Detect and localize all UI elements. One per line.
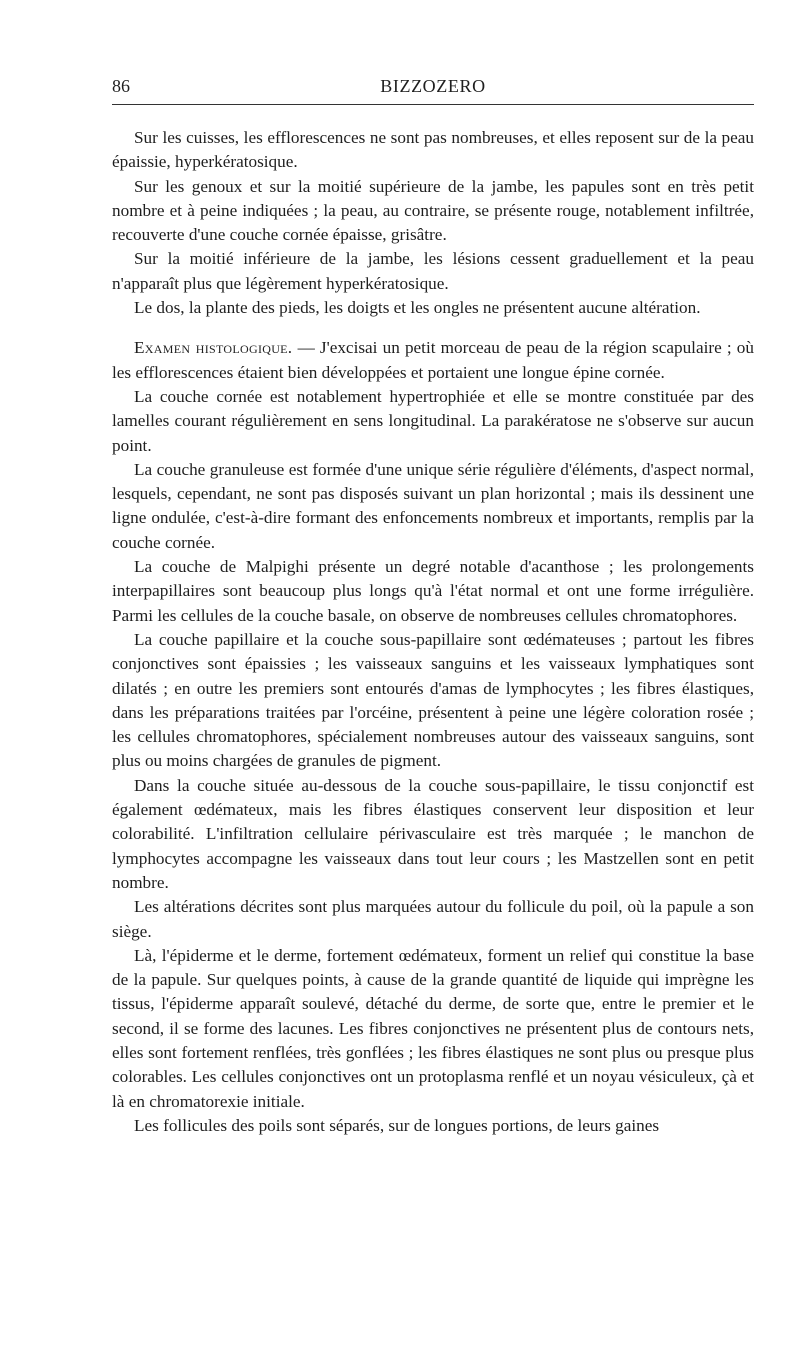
- section-heading: Examen histologique.: [134, 338, 293, 358]
- paragraph: La couche cornée est notablement hypertrophiée et elle se montre constituée par des lamelles courant régulièrement en sens longitudinal. La parakératose ne s'observe sur aucun point.: [112, 386, 754, 455]
- paragraph: Les altérations décrites sont plus marquées autour du follicule du poil, où la papule a son siège.: [112, 897, 754, 941]
- body-text: [112, 126, 754, 1138]
- running-header: [112, 73, 754, 99]
- paragraph: La couche granuleuse est formée d'une unique série régulière d'éléments, d'aspect normal, lesquels, cependant, ne sont pas disposés suivant un plan horizontal ; mais ils dessinent une ligne ondulée, c'est-à-dire formant des enfoncements nombreux et importants, remplis par la couche cornée.: [112, 459, 754, 552]
- paragraph: Sur les genoux et sur la moitié supérieure de la jambe, les papules sont en très petit nombre et à peine indiquées ; la peau, au contraire, se présente rouge, notablement infiltrée, recouverte d'une couche cornée épaisse, grisâtre.: [112, 176, 754, 245]
- paragraph: Les follicules des poils sont séparés, sur de longues portions, de leurs gaines: [134, 1115, 660, 1135]
- page-number: 86: [112, 76, 130, 96]
- section-paragraph: [112, 336, 754, 385]
- paragraph: Sur la moitié inférieure de la jambe, les lésions cessent graduellement et la peau n'apparaît plus que légèrement hyperkératosique.: [112, 249, 754, 293]
- running-title: BIZZOZERO: [380, 76, 486, 96]
- paragraph-text: — J'excisai un petit morceau de peau de la région scapulaire ; où les efflorescences étaient bien développées et portaient une longue épine cornée.: [112, 338, 754, 382]
- paragraph: Là, l'épiderme et le derme, fortement œdémateux, forment un relief qui constitue la base de la papule. Sur quelques points, à cause de la grande quantité de liquide qui imprègne les tissus, l'épiderme apparaît soulevé, détaché du derme, de sorte que, entre le premier et le second, il se forme des lacunes. Les fibres conjonctives ne présentent plus de contours nets, elles sont fortement renflées, très gonflées ; les fibres élastiques ne sont plus ou presque plus colorables. Les cellules conjonctives ont un protoplasma renflé et un noyau vésiculeux, çà et là en chromatorexie initiale.: [112, 945, 754, 1111]
- header-rule: [112, 104, 754, 105]
- paragraph: La couche de Malpighi présente un degré notable d'acanthose ; les prolongements interpapillaires sont beaucoup plus longs qu'à l'état normal et ont une forme irrégulière. Parmi les cellules de la couche basale, on observe de nombreuses cellules chromatophores.: [112, 557, 754, 625]
- paragraph: La couche papillaire et la couche sous-papillaire sont œdémateuses ; partout les fibres conjonctives sont épaissies ; les vaisseaux sanguins et les vaisseaux lymphatiques sont dilatés ; en outre les premiers sont entourés d'amas de lymphocytes ; les fibres élastiques, dans les préparations traitées par l'orcéine, présentent à peine une légère coloration rosée ; les cellules chromatophores, spécialement nombreuses autour des vaisseaux sanguins, sont plus ou moins chargées de granules de pigment.: [112, 629, 754, 771]
- paragraph: Dans la couche située au-dessous de la couche sous-papillaire, le tissu conjonctif est également œdémateux, mais les fibres élastiques conservent leur disposition et leur colorabilité. L'infiltration cellulaire périvasculaire est très marquée ; le manchon de lymphocytes accompagne les vaisseaux dans tout leur cours ; les Mastzellen sont en petit nombre.: [112, 775, 754, 892]
- paragraph: Sur les cuisses, les efflorescences ne sont pas nombreuses, et elles reposent sur de la peau épaissie, hyperkératosique.: [112, 128, 754, 172]
- paragraph: Le dos, la plante des pieds, les doigts et les ongles ne présentent aucune altération.: [134, 298, 701, 318]
